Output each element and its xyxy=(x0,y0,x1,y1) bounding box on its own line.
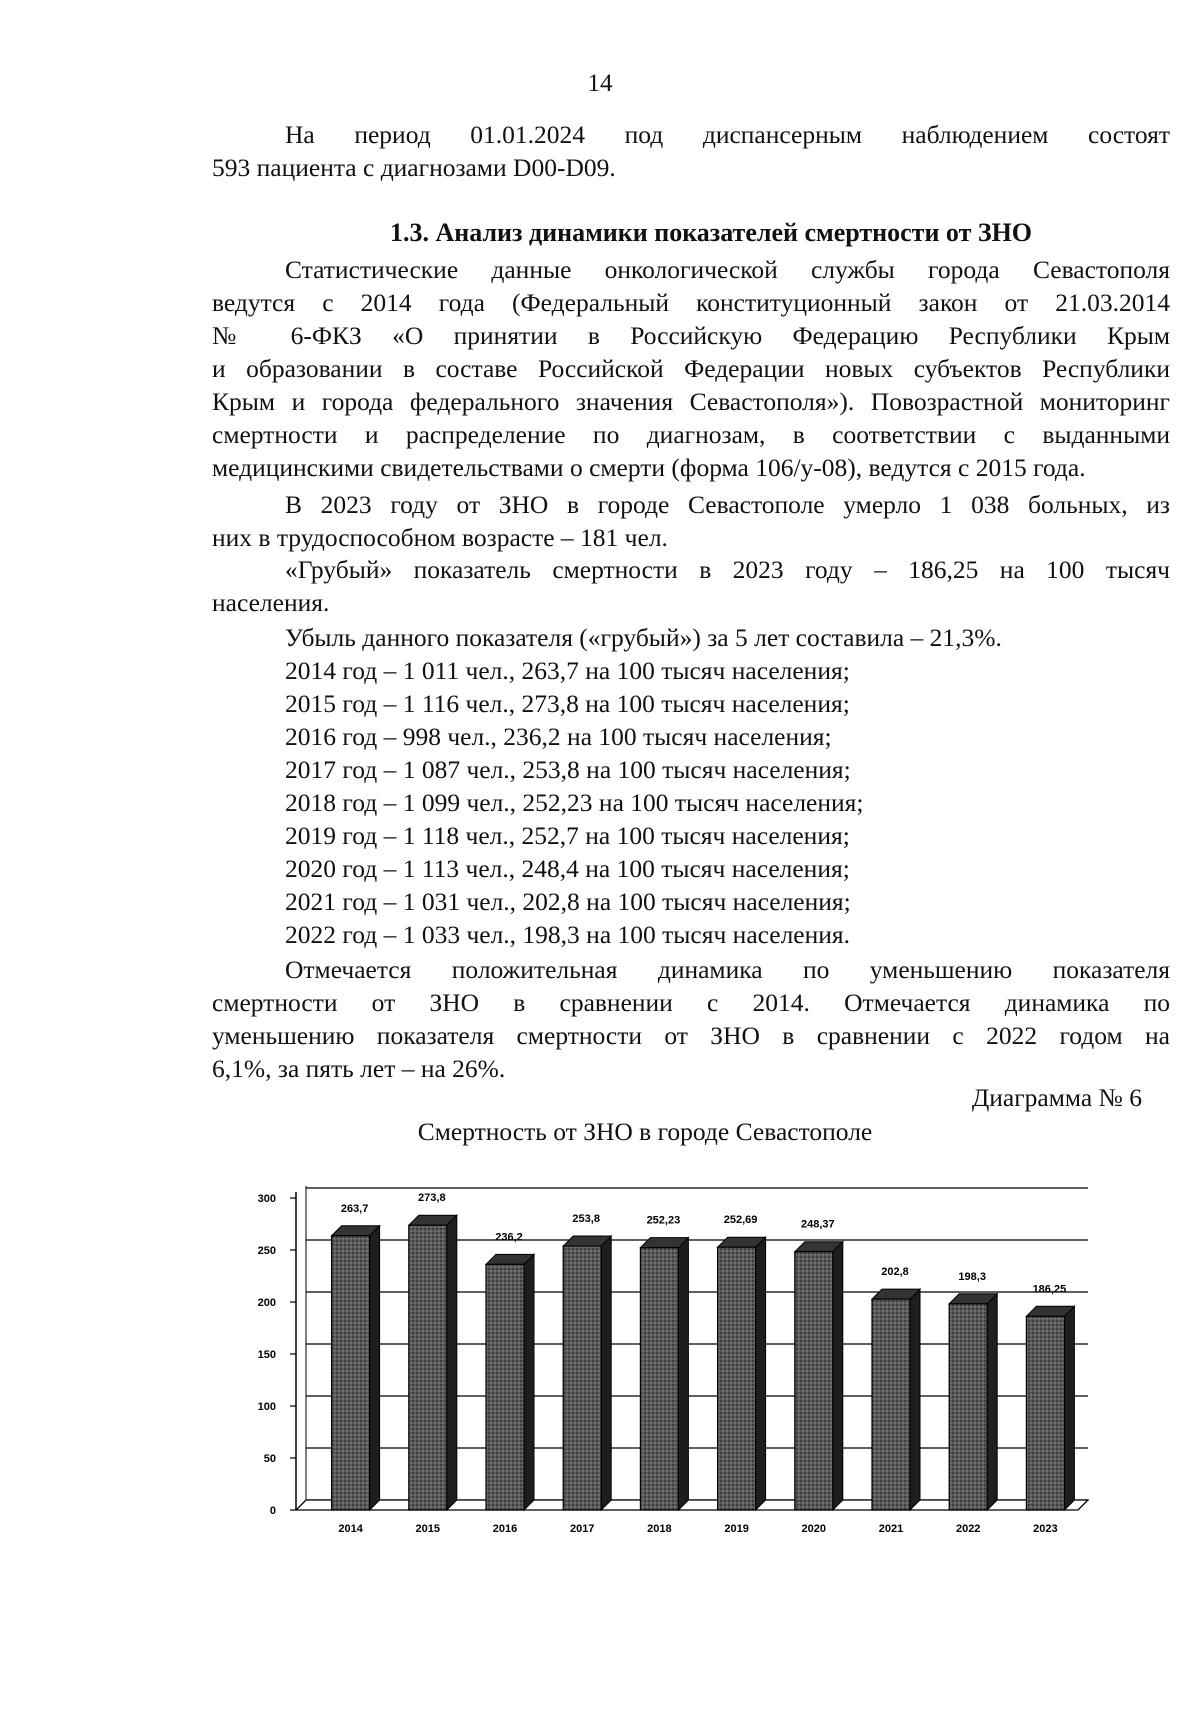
text-line: ведутся с 2014 года (Федеральный конституционный закон от 21.03.2014 xyxy=(212,288,1170,317)
list-item: 2020 год – 1 113 чел., 248,4 на 100 тысяч населения; xyxy=(285,854,850,883)
chart-title: Смертность от ЗНО в городе Севастополе xyxy=(417,1117,873,1146)
data-label: 202,8 xyxy=(881,1266,909,1279)
data-label: 198,3 xyxy=(958,1270,986,1283)
x-tick-label: 2014 xyxy=(338,1523,363,1535)
data-label: 236,2 xyxy=(495,1231,523,1244)
data-label: 263,7 xyxy=(340,1202,369,1215)
y-tick-label: 300 xyxy=(257,1193,276,1205)
data-label: 248,37 xyxy=(800,1218,835,1231)
data-label: 252,69 xyxy=(723,1214,758,1227)
page-number: 14 xyxy=(587,70,613,97)
data-label: 186,25 xyxy=(1032,1283,1067,1296)
text-line: № 6-ФКЗ «О принятии в Российскую Федерацию Республики Крым xyxy=(212,321,1170,350)
bar-side xyxy=(833,1242,843,1510)
bar xyxy=(795,1252,833,1510)
bar xyxy=(409,1225,447,1510)
text-line: Крым и города федерального значения Севастополя»). Повозрастной мониторинг xyxy=(212,387,1170,416)
x-tick-label: 2022 xyxy=(955,1523,981,1535)
x-tick-label: 2023 xyxy=(1033,1523,1058,1535)
bar xyxy=(1026,1316,1064,1510)
bar xyxy=(563,1246,601,1510)
bar xyxy=(718,1247,756,1510)
text-line: и образовании в составе Российской Федерации новых субъектов Республики xyxy=(212,354,1170,383)
list-item: 2021 год – 1 031 чел., 202,8 на 100 тысяч населения; xyxy=(285,887,851,916)
bar xyxy=(949,1304,987,1510)
y-tick-label: 100 xyxy=(257,1401,276,1413)
text-line: «Грубый» показатель смертности в 2023 году – 186,25 на 100 тысяч xyxy=(285,555,1170,584)
bar-side xyxy=(447,1215,457,1510)
bar-side xyxy=(524,1254,534,1510)
y-tick-label: 150 xyxy=(257,1349,276,1361)
text-line: Статистические данные онкологической службы города Севастополя xyxy=(285,255,1170,284)
text-line: Отмечается положительная динамика по уменьшению показателя xyxy=(285,955,1170,984)
x-tick-label: 2019 xyxy=(724,1523,749,1535)
list-item: 2015 год – 1 116 чел., 273,8 на 100 тысяч населения; xyxy=(285,689,850,718)
text-line: 593 пациента с диагнозами D00-D09. xyxy=(212,153,616,182)
text-line: На период 01.01.2024 под диспансерным наблюдением состоят xyxy=(285,120,1170,149)
x-tick-label: 2015 xyxy=(415,1523,441,1535)
bar xyxy=(486,1264,524,1510)
text-line: Убыль данного показателя («грубый») за 5 лет составила – 21,3%. xyxy=(285,623,1002,652)
list-item: 2019 год – 1 118 чел., 252,7 на 100 тысяч населения; xyxy=(285,821,850,850)
y-tick-label: 200 xyxy=(257,1297,276,1309)
bar-side xyxy=(987,1294,997,1510)
text-line: населения. xyxy=(212,588,330,617)
x-tick-label: 2016 xyxy=(492,1523,518,1535)
bar xyxy=(640,1248,678,1510)
y-tick-label: 0 xyxy=(269,1505,276,1517)
list-item: 2016 год – 998 чел., 236,2 на 100 тысяч населения; xyxy=(285,722,832,751)
data-label: 252,23 xyxy=(646,1214,681,1227)
text-line: уменьшению показателя смертности от ЗНО в сравнении с 2022 годом на xyxy=(212,1021,1170,1050)
section-heading: 1.3. Анализ динамики показателей смертности от ЗНО xyxy=(389,218,1033,247)
text-line: медицинскими свидетельствами о смерти (форма 106/у-08), ведутся с 2015 года. xyxy=(212,453,1086,482)
bar-side xyxy=(1064,1306,1074,1510)
bar-side xyxy=(910,1289,920,1510)
x-tick-label: 2020 xyxy=(801,1523,827,1535)
diagram-label: Диаграмма № 6 xyxy=(971,1083,1142,1112)
bar-side xyxy=(370,1226,380,1510)
text-line: них в трудоспособном возрасте – 181 чел. xyxy=(212,523,668,552)
text-line: смертности и распределение по диагнозам, в соответствии с выданными xyxy=(212,420,1170,449)
data-label: 253,8 xyxy=(572,1213,600,1226)
list-item: 2022 год – 1 033 чел., 198,3 на 100 тысяч населения. xyxy=(285,920,851,949)
bar xyxy=(872,1299,910,1510)
x-tick-label: 2018 xyxy=(647,1523,672,1535)
x-tick-label: 2021 xyxy=(878,1523,904,1535)
y-tick-label: 50 xyxy=(263,1453,276,1465)
list-item: 2017 год – 1 087 чел., 253,8 на 100 тысяч населения; xyxy=(285,755,851,784)
x-tick-label: 2017 xyxy=(569,1523,595,1535)
text-line: смертности от ЗНО в сравнении с 2014. Отмечается динамика по xyxy=(212,988,1170,1017)
bar xyxy=(332,1236,370,1510)
bar-side xyxy=(678,1238,688,1510)
text-line: 6,1%, за пять лет – на 26%. xyxy=(212,1054,506,1083)
text-line: В 2023 году от ЗНО в городе Севастополе умерло 1 038 больных, из xyxy=(285,490,1170,519)
bar-side xyxy=(601,1236,611,1510)
y-tick-label: 250 xyxy=(257,1245,276,1257)
list-item: 2018 год – 1 099 чел., 252,23 на 100 тысяч населения; xyxy=(285,788,864,817)
list-item: 2014 год – 1 011 чел., 263,7 на 100 тысяч населения; xyxy=(285,656,850,685)
data-label: 273,8 xyxy=(418,1192,446,1205)
bar-side xyxy=(756,1237,766,1510)
